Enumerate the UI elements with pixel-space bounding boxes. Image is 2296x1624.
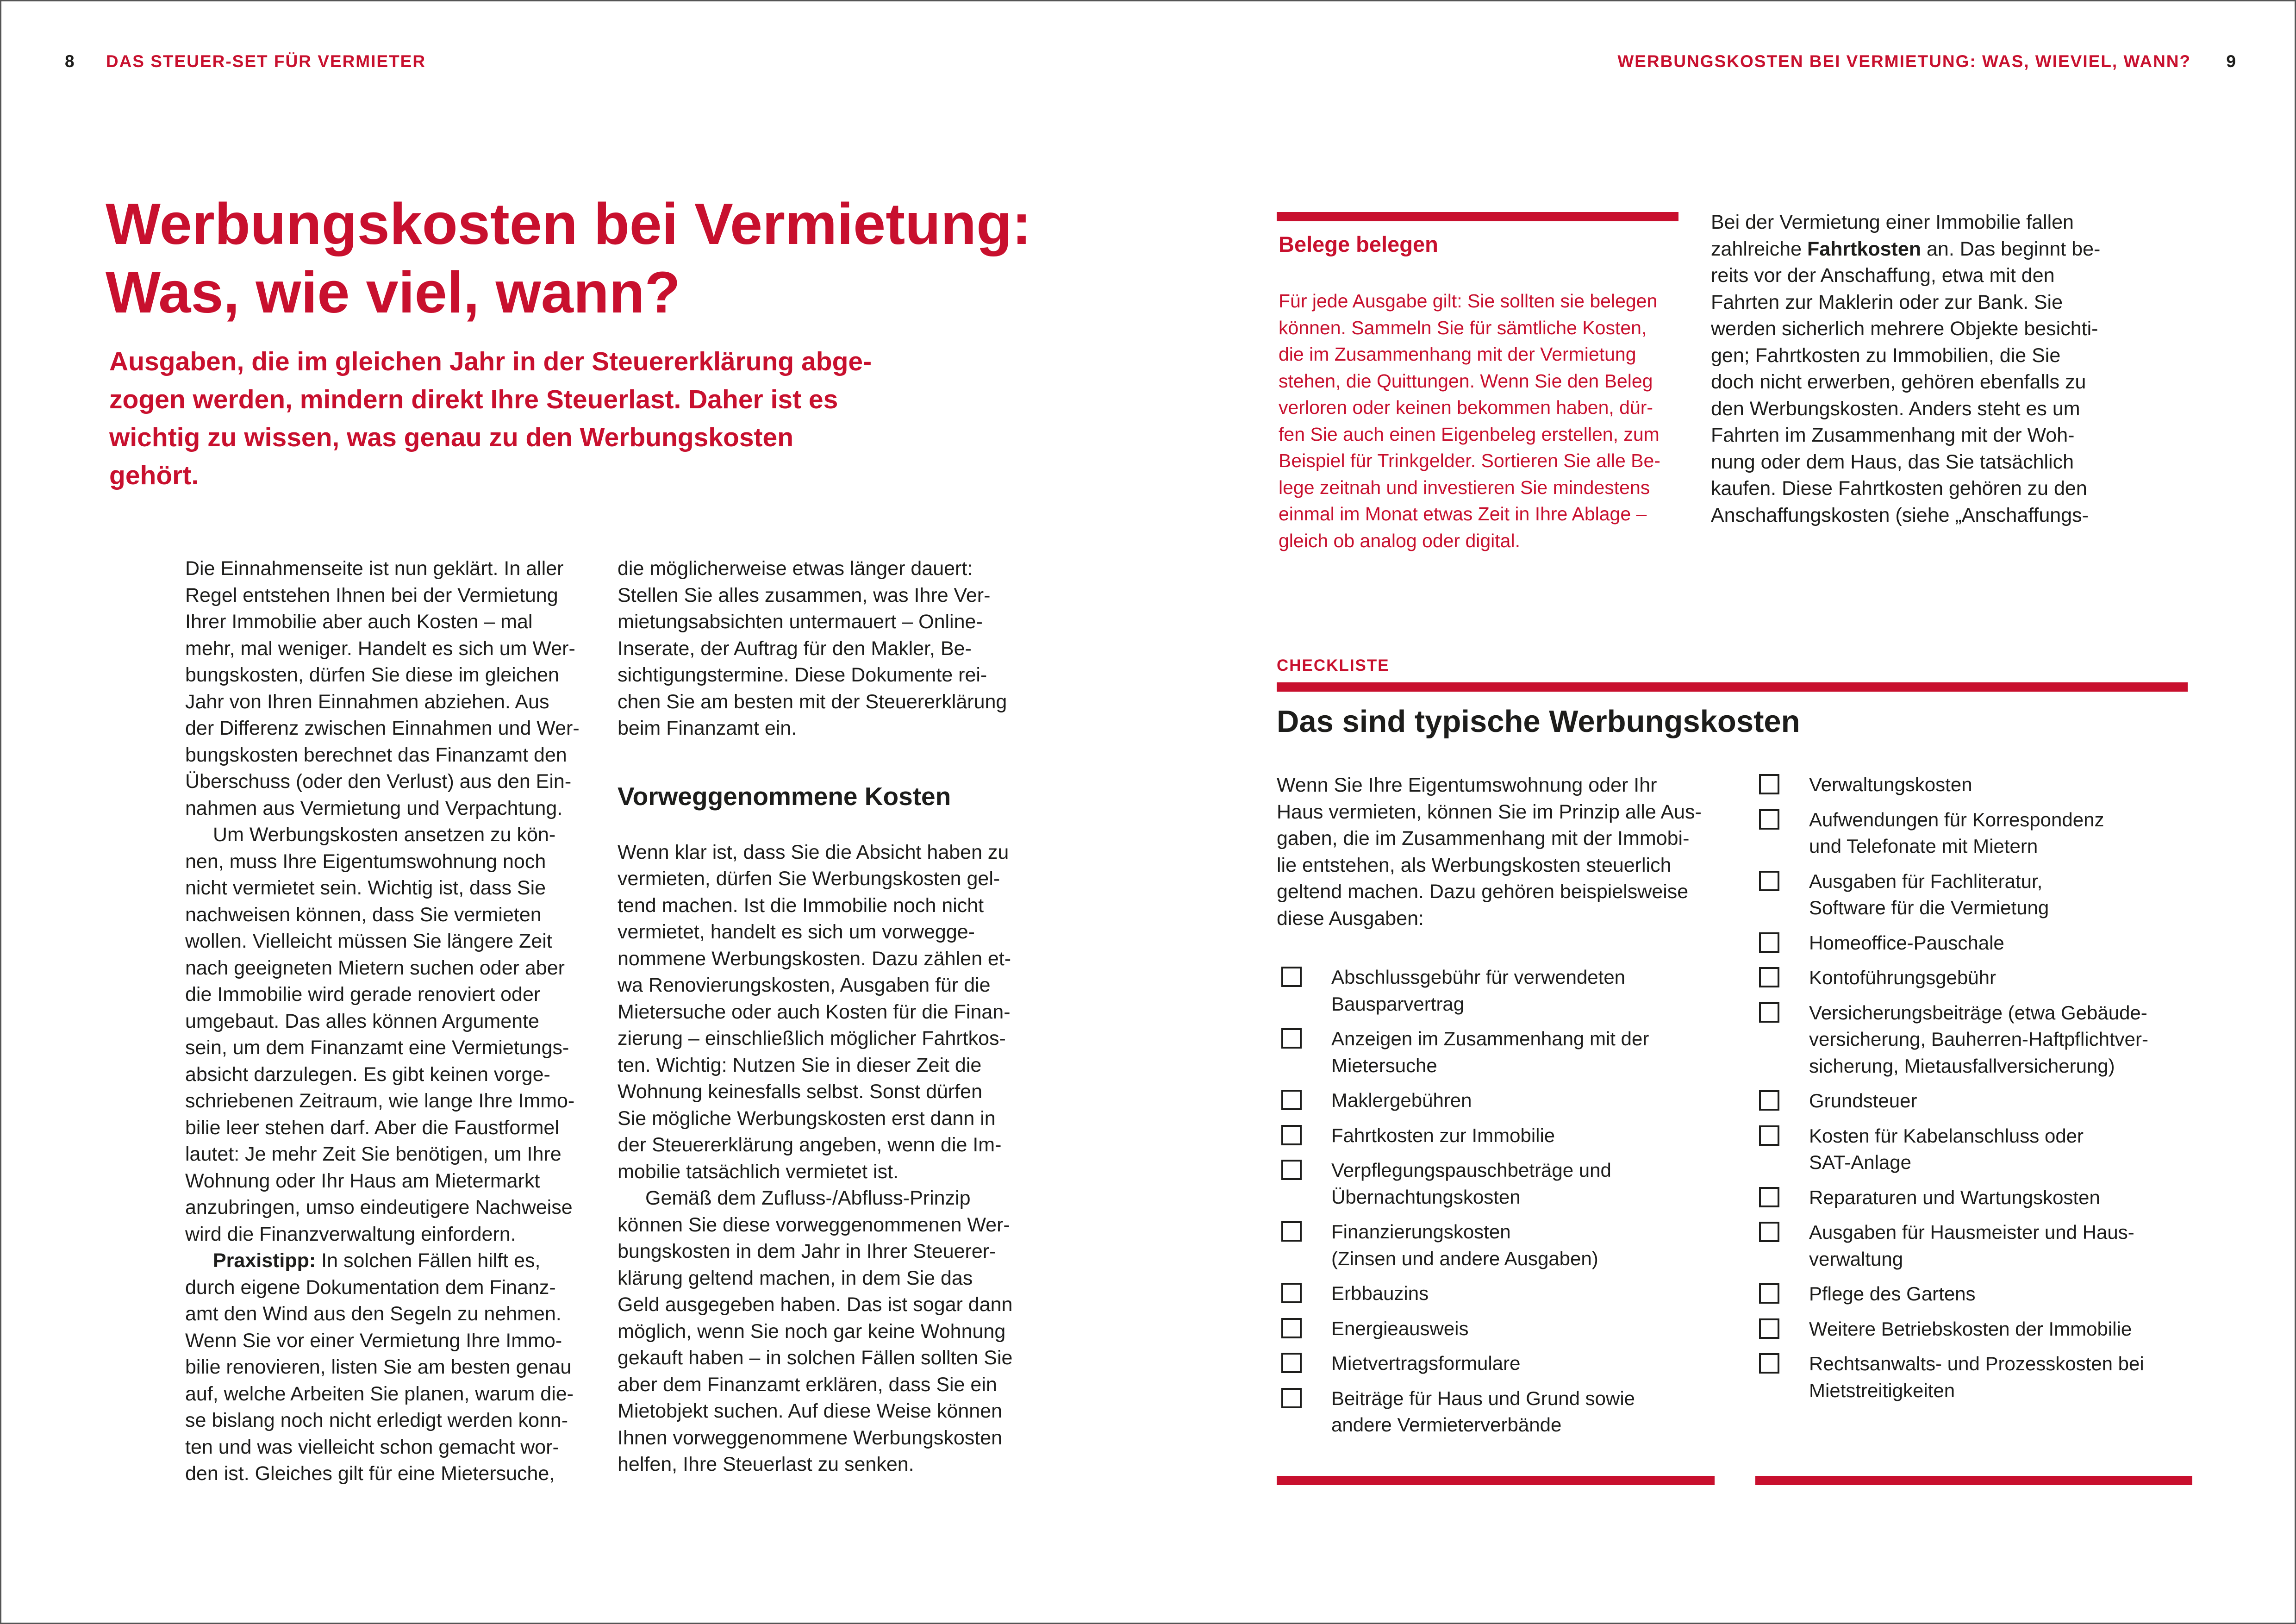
text-line: gaben, die im Zusammenhang mit der Immobi- xyxy=(1277,827,1690,849)
checklist-item-text: Ausgaben für Fachliteratur, xyxy=(1809,870,2043,892)
text-line: werden sicherlich mehrere Objekte besichti- xyxy=(1711,318,2098,340)
column-1-tail xyxy=(185,1274,583,1487)
text-line: können. Sammeln Sie für sämtliche Kosten, xyxy=(1279,317,1647,338)
checklist-title: Das sind typische Werbungskosten xyxy=(1277,704,1800,739)
box-text xyxy=(1279,288,1686,554)
page-title: Werbungskosten bei Vermietung: Was, wie viel, wann? xyxy=(106,191,1032,325)
checklist-item xyxy=(1759,1184,2222,1211)
lead-paragraph: Ausgaben, die im gleichen Jahr in der Steuererklärung abge- zogen werden, mindern direkt Ihre Steuerlast. Daher ist es wichtig zu wissen, was genau zu den Werbungskosten gehört. xyxy=(109,347,872,490)
text-line: bungskosten berechnet das Finanzamt den xyxy=(185,743,567,766)
text-line: sichtigungstermine. Diese Dokumente rei- xyxy=(618,664,987,686)
checklist-item-text: Fahrtkosten zur Immobilie xyxy=(1331,1124,1555,1146)
checklist-item xyxy=(1281,1087,1744,1114)
checkbox-icon[interactable] xyxy=(1759,1353,1779,1374)
text-line: Wenn klar ist, dass Sie die Absicht haben zu xyxy=(618,841,1009,863)
checkbox-icon[interactable] xyxy=(1759,967,1779,987)
text-line: Wenn Sie vor einer Vermietung Ihre Immo- xyxy=(185,1329,562,1352)
checklist-top-rule xyxy=(1277,682,2188,692)
checklist-item xyxy=(1281,1280,1744,1307)
text-line: beim Finanzamt ein. xyxy=(618,717,797,739)
text-line: bilie renovieren, listen Sie am besten genau xyxy=(185,1356,572,1378)
text-line: Jahr von Ihren Einnahmen abziehen. Aus xyxy=(185,690,549,713)
checklist-item-text: Mietstreitigkeiten xyxy=(1809,1379,1955,1401)
checkbox-icon[interactable] xyxy=(1759,1002,1779,1023)
text-line: wird die Finanzverwaltung einfordern. xyxy=(185,1223,516,1245)
text-line: bungskosten, dürfen Sie diese im gleichen xyxy=(185,664,559,686)
checklist-item xyxy=(1759,1219,2222,1272)
text-line: Haus vermieten, können Sie im Prinzip alle Aus- xyxy=(1277,800,1702,823)
text-line: Mietersuche oder auch Kosten für die Finan- xyxy=(618,1000,1011,1023)
checklist-item-text: Energieausweis xyxy=(1331,1317,1469,1339)
text-line: gekauft haben – in solchen Fällen sollten Sie xyxy=(618,1347,1013,1369)
text-line: nach geeigneten Mietern suchen oder aber xyxy=(185,956,565,979)
text-line: mobilie tatsächlich vermietet ist. xyxy=(618,1160,898,1183)
checklist-item-text: Mietersuche xyxy=(1331,1054,1437,1076)
checkbox-icon[interactable] xyxy=(1281,1318,1302,1338)
checkbox-icon[interactable] xyxy=(1281,1353,1302,1373)
checklist-right-column xyxy=(1759,771,2222,1412)
checkbox-icon[interactable] xyxy=(1759,774,1779,794)
text-line: Die Einnahmenseite ist nun geklärt. In aller xyxy=(185,557,564,580)
checklist-item-text: versicherung, Bauherren-Haftpflichtver- xyxy=(1809,1028,2148,1050)
text-line: helfen, Ihre Steuerlast zu senken. xyxy=(618,1453,914,1475)
text-line: doch nicht erwerben, gehören ebenfalls zu xyxy=(1711,371,2086,393)
text-line: vermieten, dürfen Sie Werbungskosten gel- xyxy=(618,868,1000,890)
text-line: Ihrer Immobilie aber auch Kosten – mal xyxy=(185,611,533,633)
checklist-item xyxy=(1759,999,2222,1080)
text-line: tend machen. Ist die Immobilie noch nicht xyxy=(618,894,984,917)
text-line: Für jede Ausgabe gilt: Sie sollten sie belegen xyxy=(1279,290,1658,312)
checklist-item-text: Weitere Betriebskosten der Immobilie xyxy=(1809,1318,2132,1340)
text-line: schriebenen Zeitraum, wie lange Ihre Immo- xyxy=(185,1090,575,1112)
text-line: Ihnen vorweggenommene Werbungskosten xyxy=(618,1426,1003,1449)
checklist-item xyxy=(1759,1350,2222,1404)
text-line: wollen. Vielleicht müssen Sie längere Zeit xyxy=(185,930,552,952)
text-line: lie entstehen, als Werbungskosten steuerlich xyxy=(1277,854,1672,876)
checkbox-icon[interactable] xyxy=(1281,1283,1302,1303)
checklist-item-text: SAT-Anlage xyxy=(1809,1151,1912,1173)
text-line: Inserate, der Auftrag für den Makler, Be- xyxy=(618,637,972,660)
checklist-item xyxy=(1759,1087,2222,1114)
checkbox-icon[interactable] xyxy=(1281,1125,1302,1145)
text-line: wa Renovierungskosten, Ausgaben für die xyxy=(618,974,991,996)
checklist-bottom-rule-left xyxy=(1277,1476,1715,1485)
checklist-item-text: Ausgaben für Hausmeister und Haus- xyxy=(1809,1221,2134,1243)
checklist-item-text: Bausparvertrag xyxy=(1331,993,1465,1015)
checklist-item-text: Software für die Vermietung xyxy=(1809,897,2049,918)
checkbox-icon[interactable] xyxy=(1759,809,1779,830)
checkbox-icon[interactable] xyxy=(1281,1388,1302,1408)
checkbox-icon[interactable] xyxy=(1759,1090,1779,1111)
text-line: Gemäß dem Zufluss-/Abfluss-Prinzip xyxy=(645,1187,971,1209)
box-top-rule xyxy=(1277,212,1678,221)
column-1-text xyxy=(185,556,583,1248)
text-line: klärung geltend machen, in dem Sie das xyxy=(618,1267,973,1289)
text-line: Fahrten zur Maklerin oder zur Bank. Sie xyxy=(1711,291,2063,313)
checklist-item xyxy=(1281,964,1744,1017)
text-line: Sie mögliche Werbungskosten erst dann in xyxy=(618,1107,996,1130)
text-line: Wohnung oder Ihr Haus am Mietermarkt xyxy=(185,1169,540,1192)
checkbox-icon[interactable] xyxy=(1281,1160,1302,1180)
text-line: gen; Fahrtkosten zu Immobilien, die Sie xyxy=(1711,344,2061,367)
checklist-item xyxy=(1759,806,2222,860)
text-line: nommene Werbungskosten. Dazu zählen et- xyxy=(618,947,1011,970)
box-title: Belege belegen xyxy=(1279,232,1438,256)
checklist-item-text: Aufwendungen für Korrespondenz xyxy=(1809,808,2104,831)
checklist-intro xyxy=(1277,772,1721,932)
page-number-left: 8 xyxy=(65,52,75,71)
checklist-item xyxy=(1759,1123,2222,1176)
text-line: mehr, mal weniger. Handelt es sich um Wer- xyxy=(185,637,575,660)
checklist-item xyxy=(1759,868,2222,921)
text-line: lautet: Je mehr Zeit Sie benötigen, um Ihre xyxy=(185,1143,562,1165)
checklist-item xyxy=(1759,964,2222,991)
text-line: Stellen Sie alles zusammen, was Ihre Ver- xyxy=(618,584,991,606)
checklist-item-text: Anzeigen im Zusammenhang mit der xyxy=(1331,1028,1649,1049)
checklist-item-text: andere Vermieterverbände xyxy=(1331,1414,1562,1436)
checklist-item-text: Kontoführungsgebühr xyxy=(1809,967,1996,988)
checklist-item xyxy=(1281,1122,1744,1149)
text-line: nahmen aus Vermietung und Verpachtung. xyxy=(185,797,563,819)
body-column-3: Bei der Vermietung einer Immobilie fallen zahlreiche Fahrtkosten an. Das beginnt be- reits vor der Anschaffung, etwa mit den Fahrten zur Maklerin oder zur Bank. Sie werden sicherlich mehrere Objekte besichti- gen; Fahrtkosten zu Immobilien, die Sie doch nicht erwerben, gehören ebenfalls zu den Werbungskosten. Anders steht es um Fahrten im Zusammenhang mit der Woh- nung oder dem Haus, das Sie tatsächlich kaufen. Diese Fahrtkosten gehören zu den Anschaffungskosten (siehe „Anschaffungs- xyxy=(1711,209,2128,529)
text-line: aber dem Finanzamt erklären, dass Sie ein xyxy=(618,1373,997,1396)
checklist-item-text: Beiträge für Haus und Grund sowie xyxy=(1331,1387,1635,1409)
text-line: die im Zusammenhang mit der Vermietung xyxy=(1279,344,1636,365)
text-line: möglich, wenn Sie noch gar keine Wohnung xyxy=(618,1320,1006,1343)
checklist-item xyxy=(1281,1157,1744,1210)
checkbox-icon[interactable] xyxy=(1281,1090,1302,1110)
checkbox-icon[interactable] xyxy=(1759,1125,1779,1146)
subheading-vorweggenommene-kosten: Vorweggenommene Kosten xyxy=(618,781,951,811)
praxistipp-line: Praxistipp: In solchen Fällen hilft es, xyxy=(213,1249,541,1272)
text-line: reits vor der Anschaffung, etwa mit den xyxy=(1711,264,2055,287)
text-line: geltend machen. Dazu gehören beispielsweise xyxy=(1277,881,1689,903)
checklist-item xyxy=(1759,1280,2222,1307)
text-line: Wohnung keinesfalls selbst. Sonst dürfen xyxy=(618,1081,983,1103)
text-line: Geld ausgegeben haben. Das ist sogar dann xyxy=(618,1293,1013,1316)
text-line: bungskosten in dem Jahr in Ihrer Steuerer- xyxy=(618,1240,996,1262)
text-line: anzubringen, umso eindeutigere Nachweise xyxy=(185,1196,573,1218)
checkbox-icon[interactable] xyxy=(1759,1283,1779,1304)
text-line: nachweisen können, dass Sie vermieten xyxy=(185,903,542,926)
text-line: umgebaut. Das alles können Argumente xyxy=(185,1010,539,1032)
text-line: nicht vermietet sein. Wichtig ist, dass Sie xyxy=(185,877,546,899)
column-2-bottom-text xyxy=(618,839,1034,1478)
text-line: den Werbungskosten. Anders steht es um xyxy=(1711,397,2080,420)
checklist-item xyxy=(1759,930,2222,956)
text-line: fen Sie auch einen Eigenbeleg erstellen, zum xyxy=(1279,423,1660,445)
text-line: stehen, die Quittungen. Wenn Sie den Beleg xyxy=(1279,370,1653,392)
text-line: absicht darzulegen. Es gibt keinen vorge- xyxy=(185,1063,550,1086)
checklist-item-text: (Zinsen und andere Ausgaben) xyxy=(1331,1247,1598,1269)
checklist-label: CHECKLISTE xyxy=(1277,656,1390,675)
checklist-item xyxy=(1281,1315,1744,1342)
checklist-item-text: Maklergebühren xyxy=(1331,1089,1472,1111)
page-number-right: 9 xyxy=(2226,52,2237,71)
text-line: durch eigene Dokumentation dem Finanz- xyxy=(185,1276,556,1299)
text-line: Beispiel für Trinkgelder. Sortieren Sie alle Be- xyxy=(1279,450,1660,471)
text-line: amt den Wind aus den Segeln zu nehmen. xyxy=(185,1303,562,1325)
running-head-right xyxy=(1617,52,2237,71)
checklist-item-text: Pflege des Gartens xyxy=(1809,1283,1976,1305)
checkbox-icon[interactable] xyxy=(1759,1318,1779,1339)
text-line: vermietet, handelt es sich um vorwegge- xyxy=(618,921,975,943)
checklist-item-text: Rechtsanwalts- und Prozesskosten bei xyxy=(1809,1353,2144,1374)
checklist-item-text: Reparaturen und Wartungskosten xyxy=(1809,1186,2100,1208)
checklist-item-text: Übernachtungskosten xyxy=(1331,1186,1521,1208)
body-column-1 xyxy=(185,556,583,1487)
text-line: nung oder dem Haus, das Sie tatsächlich xyxy=(1711,450,2074,473)
checklist-item-text: Grundsteuer xyxy=(1809,1090,1917,1112)
text-line: kaufen. Diese Fahrtkosten gehören zu den xyxy=(1711,477,2087,500)
text-line: zierung – einschließlich möglicher Fahrtkos- xyxy=(618,1027,1006,1049)
checkbox-icon[interactable] xyxy=(1759,871,1779,891)
text-line: die Immobilie wird gerade renoviert oder xyxy=(185,983,541,1006)
text-line: bilie leer stehen darf. Aber die Faustformel xyxy=(185,1116,559,1139)
text-line: Anschaffungskosten (siehe „Anschaffungs- xyxy=(1711,504,2089,526)
text-line: der Steuererklärung angeben, wenn die Im- xyxy=(618,1134,1002,1156)
text-line: Regel entstehen Ihnen bei der Vermietung xyxy=(185,584,558,606)
running-head-left xyxy=(65,52,426,71)
text-line: chen Sie am besten mit der Steuererklärung xyxy=(618,690,1007,713)
checklist-bottom-rule-right xyxy=(1755,1476,2192,1485)
checkbox-icon[interactable] xyxy=(1281,1221,1302,1242)
checklist-item-text: Abschlussgebühr für verwendeten xyxy=(1331,966,1626,988)
fahrtkosten-bold: Fahrtkosten xyxy=(1807,237,1922,260)
text-line: den ist. Gleiches gilt für eine Mietersuche, xyxy=(185,1462,555,1485)
text-line: Wenn Sie Ihre Eigentumswohnung oder Ihr xyxy=(1277,774,1657,796)
checkbox-icon[interactable] xyxy=(1281,1028,1302,1049)
text-line: der Differenz zwischen Einnahmen und Wer- xyxy=(185,717,580,739)
text-line: lege zeitnah und investieren Sie mindestens xyxy=(1279,476,1650,498)
running-head-right-title: WERBUNGSKOSTEN BEI VERMIETUNG: WAS, WIEVIEL, WANN? xyxy=(1617,52,2191,71)
running-head-left-title: DAS STEUER-SET FÜR VERMIETER xyxy=(106,52,426,71)
checklist-item-text: Verwaltungskosten xyxy=(1809,774,1972,795)
praxistipp-label: Praxistipp: xyxy=(213,1249,316,1272)
checklist-item xyxy=(1281,1025,1744,1079)
checkbox-icon[interactable] xyxy=(1759,1187,1779,1207)
checkbox-icon[interactable] xyxy=(1759,932,1779,953)
body-column-2 xyxy=(618,556,1034,1478)
checklist-item-text: Versicherungsbeiträge (etwa Gebäude- xyxy=(1809,1001,2147,1024)
checklist-item xyxy=(1281,1218,1744,1272)
text-line: se bislang noch nicht erledigt werden konn- xyxy=(185,1409,568,1431)
text-line: einmal im Monat etwas Zeit in Ihre Ablage – xyxy=(1279,503,1647,525)
text-line: nen, muss Ihre Eigentumswohnung noch xyxy=(185,850,546,873)
column-2-top-text xyxy=(618,556,1034,742)
checklist-item-text: Finanzierungskosten xyxy=(1331,1221,1511,1243)
checklist-item-text: und Telefonate mit Mietern xyxy=(1809,835,2038,857)
text-line: ten und was vielleicht schon gemacht wor- xyxy=(185,1436,559,1458)
checklist-left-column xyxy=(1281,964,1744,1447)
checklist-item xyxy=(1759,771,2222,798)
text-line: können Sie diese vorweggenommenen Wer- xyxy=(618,1213,1010,1236)
checklist-item-text: Homeoffice-Pauschale xyxy=(1809,931,2004,954)
text-line: Um Werbungskosten ansetzen zu kön- xyxy=(213,824,556,846)
checklist-item xyxy=(1759,1316,2222,1343)
text-line: Mietobjekt suchen. Auf diese Weise können xyxy=(618,1400,1003,1422)
text-line: auf, welche Arbeiten Sie planen, warum die- xyxy=(185,1382,574,1405)
checklist-item-text: Mietvertragsformulare xyxy=(1331,1352,1521,1374)
checklist-item-text: Verpflegungspauschbeträge und xyxy=(1331,1159,1611,1181)
text-line: Fahrten im Zusammenhang mit der Woh- xyxy=(1711,424,2075,446)
text-line: gleich ob analog oder digital. xyxy=(1279,530,1520,551)
text-line: mietungsabsichten untermauert – Online- xyxy=(618,611,983,633)
checklist-item-text: verwaltung xyxy=(1809,1248,1903,1270)
text-line: sein, um dem Finanzamt eine Vermietungs- xyxy=(185,1037,569,1059)
text-line: Überschuss (oder den Verlust) aus den Ein- xyxy=(185,770,572,793)
checkbox-icon[interactable] xyxy=(1281,967,1302,987)
checkbox-icon[interactable] xyxy=(1759,1222,1779,1242)
checklist-item xyxy=(1281,1350,1744,1377)
checklist-item-text: Erbbauzins xyxy=(1331,1282,1429,1304)
text-line: diese Ausgaben: xyxy=(1277,907,1424,930)
text-line: ten. Wichtig: Nutzen Sie in dieser Zeit die xyxy=(618,1054,982,1076)
column-3-rest xyxy=(1711,262,2128,529)
text-line: verloren oder keinen bekommen haben, dür- xyxy=(1279,397,1653,418)
checklist-item xyxy=(1281,1385,1744,1438)
checklist-item-text: sicherung, Mietausfallversicherung) xyxy=(1809,1055,2115,1077)
checklist-item-text: Kosten für Kabelanschluss oder xyxy=(1809,1124,2084,1147)
text-line: die möglicherweise etwas länger dauert: xyxy=(618,557,973,580)
